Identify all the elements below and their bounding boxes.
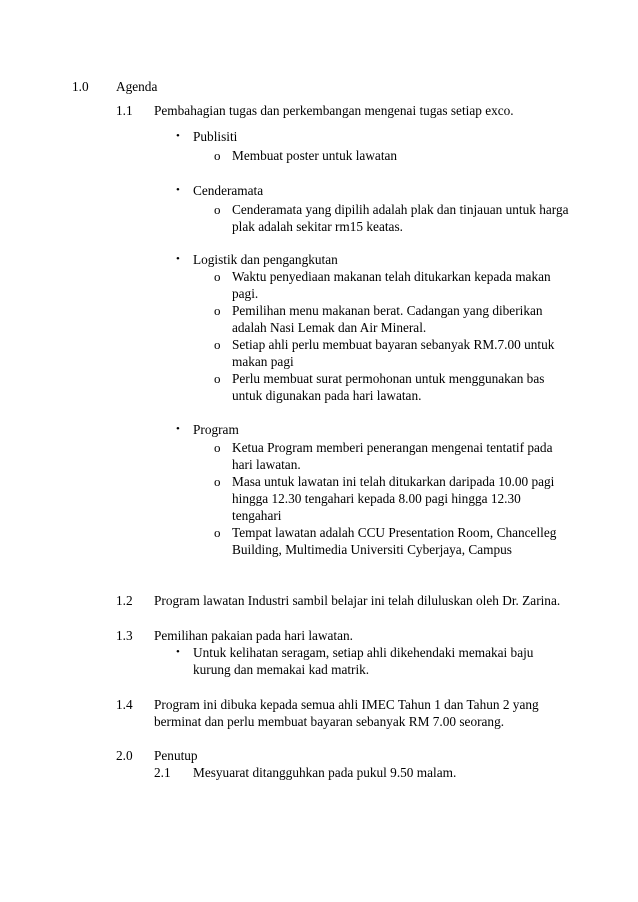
item-line: berminat dan perlu membuat bayaran sebanyak RM 7.00 seorang. [154, 714, 505, 729]
circle-bullet-icon: o [214, 202, 221, 217]
circle-bullet-icon: o [214, 371, 221, 386]
circle-bullet-icon: o [214, 269, 221, 284]
sub-item-line: Setiap ahli perlu membuat bayaran sebanyak RM.7.00 untuk [232, 337, 555, 352]
section-title: Agenda [116, 79, 158, 94]
sub-item-line: Tempat lawatan adalah CCU Presentation Room, Chancelleg [232, 525, 557, 540]
item-text: Mesyuarat ditangguhkan pada pukul 9.50 malam. [193, 765, 457, 780]
sub-item-line: tengahari [232, 508, 282, 523]
sub-item-line: plak adalah sekitar rm15 keatas. [232, 219, 403, 234]
bullet-line: Untuk kelihatan seragam, setiap ahli dikehendaki memakai baju [193, 645, 534, 660]
bullet-title: Logistik dan pengangkutan [193, 252, 338, 267]
bullet-title: Program [193, 422, 239, 437]
sub-item-line: Membuat poster untuk lawatan [232, 148, 398, 163]
sub-item-line: adalah Nasi Lemak dan Air Mineral. [232, 320, 427, 335]
item-title: Pembahagian tugas dan perkembangan mengenai tugas setiap exco. [154, 103, 514, 118]
item-number: 1.3 [116, 628, 133, 643]
circle-bullet-icon: o [214, 474, 221, 489]
section-number: 1.0 [72, 79, 89, 94]
bullet-icon: • [176, 184, 180, 196]
circle-bullet-icon: o [214, 337, 221, 352]
sub-item-line: hingga 12.30 tengahari kepada 8.00 pagi hingga 12.30 [232, 491, 521, 506]
sub-item-line: Cenderamata yang dipilih adalah plak dan tinjauan untuk harga [232, 202, 569, 217]
circle-bullet-icon: o [214, 525, 221, 540]
circle-bullet-icon: o [214, 303, 221, 318]
circle-bullet-icon: o [214, 148, 221, 163]
bullet-title: Publisiti [193, 129, 238, 144]
sub-item-line: Building, Multimedia Universiti Cyberjaya, Campus [232, 542, 512, 557]
sub-item-line: Pemilihan menu makanan berat. Cadangan yang diberikan [232, 303, 543, 318]
item-number: 2.1 [154, 765, 171, 780]
sub-item-line: makan pagi [232, 354, 294, 369]
bullet-icon: • [176, 423, 180, 435]
sub-item-line: Ketua Program memberi penerangan mengenai tentatif pada [232, 440, 553, 455]
section-number: 2.0 [116, 748, 133, 763]
item-line: Program ini dibuka kepada semua ahli IMEC Tahun 1 dan Tahun 2 yang [154, 697, 539, 712]
item-number: 1.2 [116, 593, 133, 608]
bullet-title: Cenderamata [193, 183, 264, 198]
item-number: 1.1 [116, 103, 133, 118]
bullet-icon: • [176, 130, 180, 142]
circle-bullet-icon: o [214, 440, 221, 455]
sub-item-line: hari lawatan. [232, 457, 301, 472]
sub-item-line: pagi. [232, 286, 259, 301]
item-text: Pemilihan pakaian pada hari lawatan. [154, 628, 354, 643]
section-title: Penutup [154, 748, 198, 763]
sub-item-line: Waktu penyediaan makanan telah ditukarkan kepada makan [232, 269, 551, 284]
sub-item-line: Perlu membuat surat permohonan untuk menggunakan bas [232, 371, 545, 386]
sub-item-line: untuk digunakan pada hari lawatan. [232, 388, 422, 403]
bullet-icon: • [176, 646, 180, 658]
item-text: Program lawatan Industri sambil belajar ini telah diluluskan oleh Dr. Zarina. [154, 593, 561, 608]
item-number: 1.4 [116, 697, 133, 712]
bullet-icon: • [176, 253, 180, 265]
sub-item-line: Masa untuk lawatan ini telah ditukarkan daripada 10.00 pagi [232, 474, 555, 489]
bullet-line: kurung dan memakai kad matrik. [193, 662, 370, 677]
